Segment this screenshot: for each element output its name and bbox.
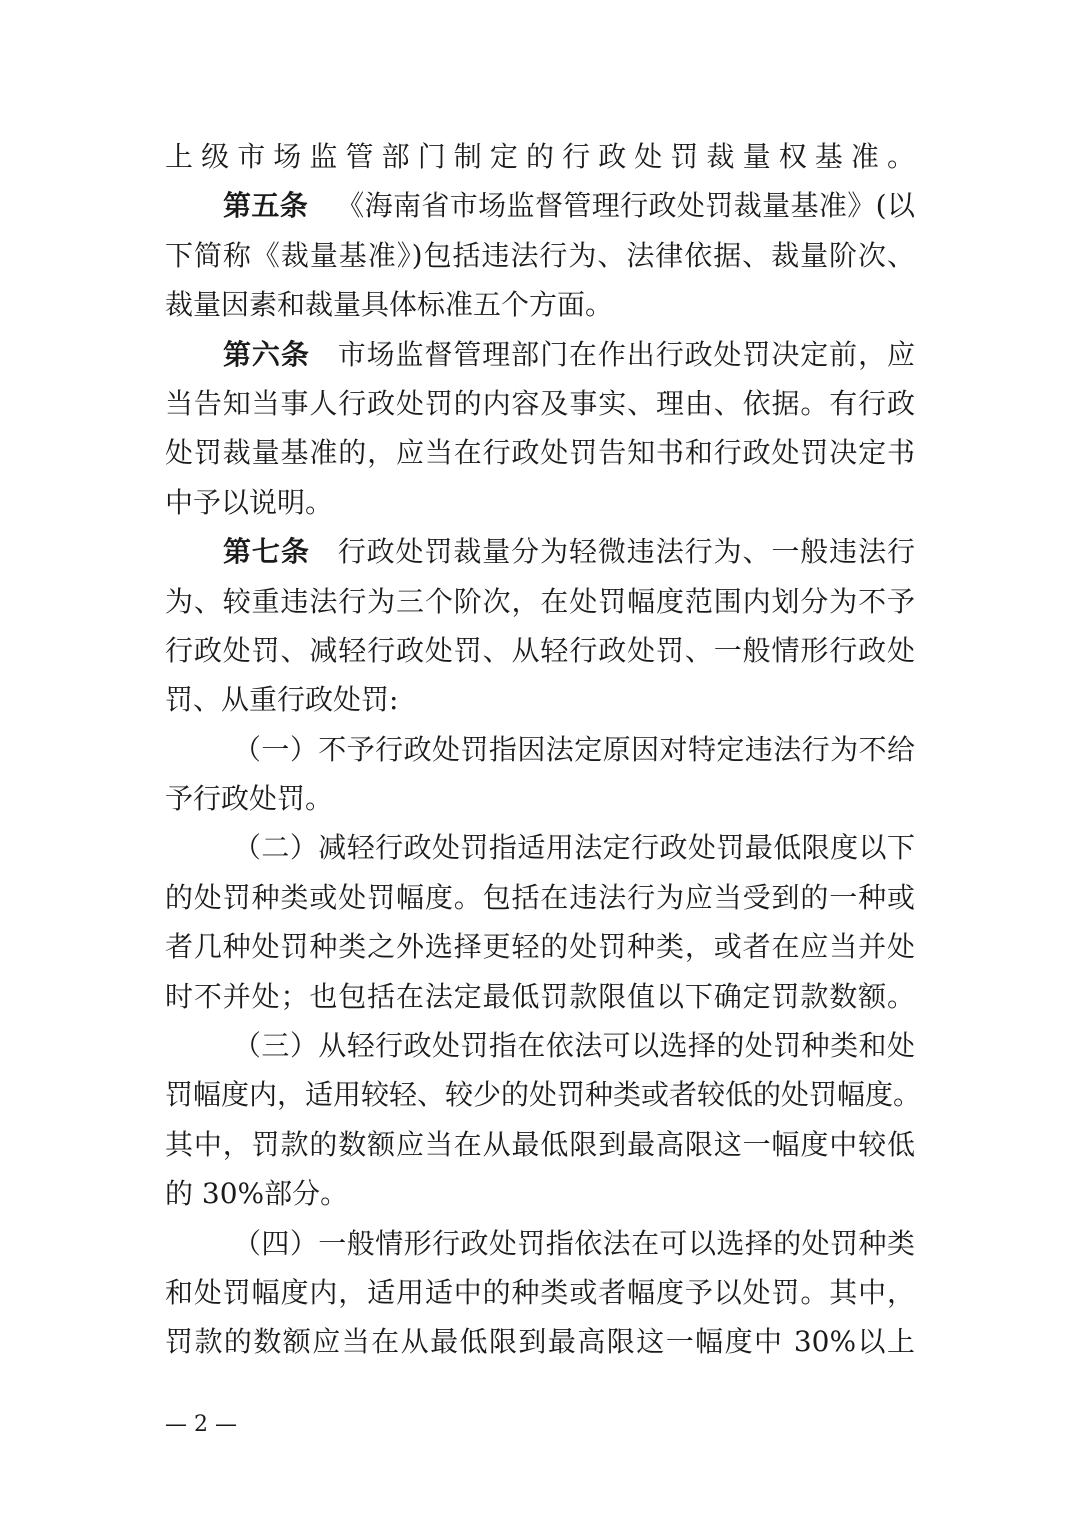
article-5-line — [165, 181, 915, 230]
article-7-line — [165, 527, 915, 576]
clause-4-line: （四）一般情形行政处罚指依法在可以选择的处罚种类 — [233, 1226, 915, 1260]
article-6-line — [165, 330, 915, 379]
body-line: 予行政处罚。 — [165, 782, 334, 816]
body-line: 中予以说明。 — [165, 485, 334, 519]
body-line: 者几种处罚种类之外选择更轻的处罚种类，或者在应当并处 — [165, 930, 915, 964]
clause-1-line: （一）不予行政处罚指因法定原因对特定违法行为不给 — [233, 732, 915, 766]
body-line: 的处罚种类或处罚幅度。包括在违法行为应当受到的一种或 — [165, 880, 915, 914]
body-text: 行政处罚裁量分为轻微违法行为、一般违法行 — [337, 535, 915, 569]
article-heading: 第七条 — [223, 535, 310, 569]
body-line: 罚款的数额应当在从最低限到最高限这一幅度中 30%以上 — [165, 1325, 915, 1359]
body-line: 罚幅度内，适用较轻、较少的处罚种类或者较低的处罚幅度。 — [165, 1078, 922, 1112]
article-heading: 第六条 — [223, 337, 310, 371]
document-body — [165, 132, 922, 1367]
clause-3-line: （三）从轻行政处罚指在依法可以选择的处罚种类和处 — [233, 1029, 915, 1063]
page-number: — 2 — — [165, 1412, 237, 1437]
body-text: 《海南省市场监督管理行政处罚裁量基准》(以 — [336, 189, 915, 223]
body-line: 和处罚幅度内，适用适中的种类或者幅度予以处罚。其中， — [165, 1275, 915, 1309]
body-text: 市场监督管理部门在作出行政处罚决定前，应 — [337, 337, 915, 371]
body-line: 裁量因素和裁量具体标准五个方面。 — [165, 288, 614, 322]
body-line: 行政处罚、减轻行政处罚、从轻行政处罚、一般情形行政处 — [165, 633, 915, 667]
body-line: 处罚裁量基准的，应当在行政处罚告知书和行政处罚决定书 — [165, 436, 915, 470]
body-line: 罚、从重行政处罚: — [165, 683, 399, 717]
body-line: 为、较重违法行为三个阶次，在处罚幅度范围内划分为不予 — [165, 584, 915, 618]
body-line: 的 30%部分。 — [165, 1177, 349, 1211]
body-line: 下简称《裁量基准》)包括违法行为、法律依据、裁量阶次、 — [165, 238, 915, 272]
body-line: 时不并处；也包括在法定最低罚款限值以下确定罚款数额。 — [165, 979, 915, 1013]
body-line: 其中，罚款的数额应当在从最低限到最高限这一幅度中较低 — [165, 1127, 915, 1161]
body-line: 当告知当事人行政处罚的内容及事实、理由、依据。有行政 — [165, 386, 915, 420]
body-line: 上级市场监管部门制定的行政处罚裁量权基准。 — [165, 140, 915, 173]
clause-2-line: （二）减轻行政处罚指适用法定行政处罚最低限度以下 — [233, 831, 915, 865]
article-heading: 第五条 — [223, 189, 309, 223]
